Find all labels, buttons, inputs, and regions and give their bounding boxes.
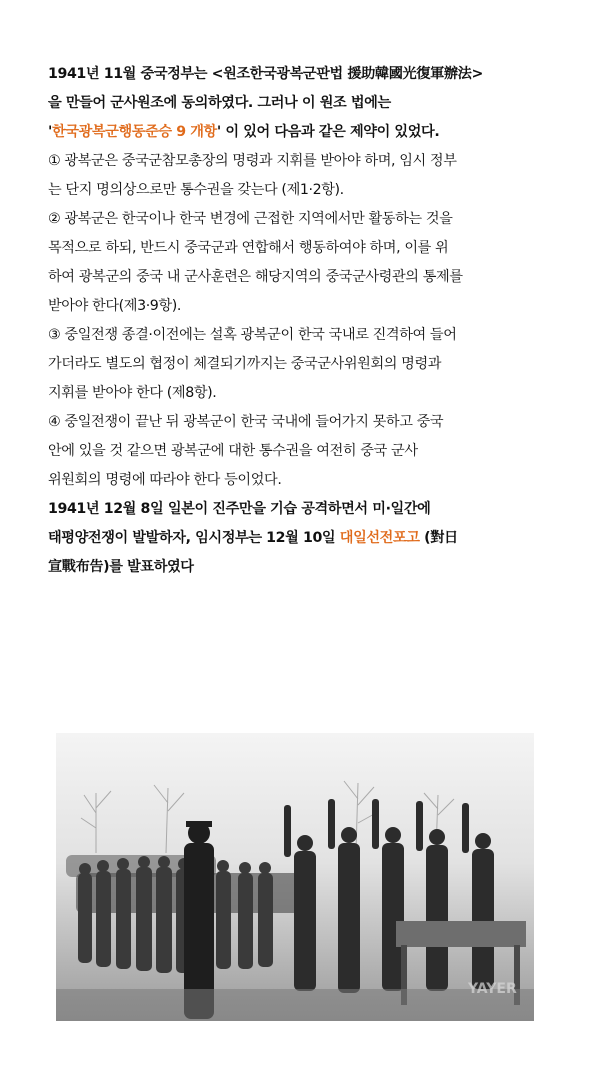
text-segment: 1941년 12월 8일 일본이 진주만을 기습 공격하면서 미·일간에 [48,501,431,517]
text-line [48,263,558,292]
text-line [48,89,558,118]
text-segment: 지휘를 받아야 한다 (제8항). [48,385,217,401]
text-line [48,524,558,553]
text-line [48,437,558,466]
paragraph-p5 [48,408,558,495]
text-segment: ' 이 있어 다음과 같은 제약이 있었다. [216,124,440,140]
photo-watermark: YAYER [468,981,517,997]
paragraph-p2 [48,147,558,205]
text-segment: 을 만들어 군사원조에 동의하였다. 그러나 이 원조 법에는 [48,95,391,111]
text-segment: ③ 중일전쟁 종결·이전에는 설혹 광복군이 한국 국내로 진격하여 들어 [48,327,457,343]
text-line [48,118,558,147]
text-segment: ' [48,124,52,140]
text-line [48,60,558,89]
text-line [48,553,558,582]
text-segment: 宣戰布告)를 발표하였다 [48,559,194,575]
text-line [48,205,558,234]
text-segment: 1941년 11월 중국정부는 <원조한국광복군판법 援助韓國光復軍辦法> [48,66,483,82]
highlighted-term: 한국광복군행동준승 9 개항 [51,124,217,140]
paragraph-p6 [48,495,558,582]
text-segment: 목적으로 하되, 반드시 중국군과 연합해서 행동하여야 하며, 이를 위 [48,240,449,256]
text-segment: 는 단지 명의상으로만 통수권을 갖는다 (제1·2항). [48,182,344,198]
text-segment: ① 광복군은 중국군참모총장의 명령과 지휘를 받아야 하며, 임시 정부 [48,153,457,169]
text-segment: 위원회의 명령에 따라야 한다 등이었다. [48,472,282,488]
photo-scene [56,733,534,1021]
text-line [48,234,558,263]
text-segment: 가더라도 별도의 협정이 체결되기까지는 중국군사위원회의 명령과 [48,356,442,372]
text-line [48,176,558,205]
text-segment: ④ 중일전쟁이 끝난 뒤 광복군이 한국 국내에 들어가지 못하고 중국 [48,414,444,430]
text-segment: 안에 있을 것 같으면 광복군에 대한 통수권을 여전히 중국 군사 [48,443,418,459]
text-segment: 하여 광복군의 중국 내 군사훈련은 해당지역의 중국군사령관의 통제를 [48,269,463,285]
text-segment: ② 광복군은 한국이나 한국 변경에 근접한 지역에서만 활동하는 것을 [48,211,453,227]
text-line [48,321,558,350]
text-line [48,495,558,524]
text-segment: (對日 [419,530,458,546]
paragraph-p4 [48,321,558,408]
text-segment: 받아야 한다(제3·9항). [48,298,181,314]
text-line [48,147,558,176]
article-body [48,60,558,582]
paragraph-p1 [48,60,558,147]
text-segment: 태평양전쟁이 발발하자, 임시정부는 12월 10일 [48,530,340,546]
historical-photo [56,733,534,1021]
text-line [48,292,558,321]
text-line [48,466,558,495]
highlighted-term: 대일선전포고 [339,530,420,546]
text-line [48,350,558,379]
text-line [48,408,558,437]
paragraph-p3 [48,205,558,321]
text-line [48,379,558,408]
